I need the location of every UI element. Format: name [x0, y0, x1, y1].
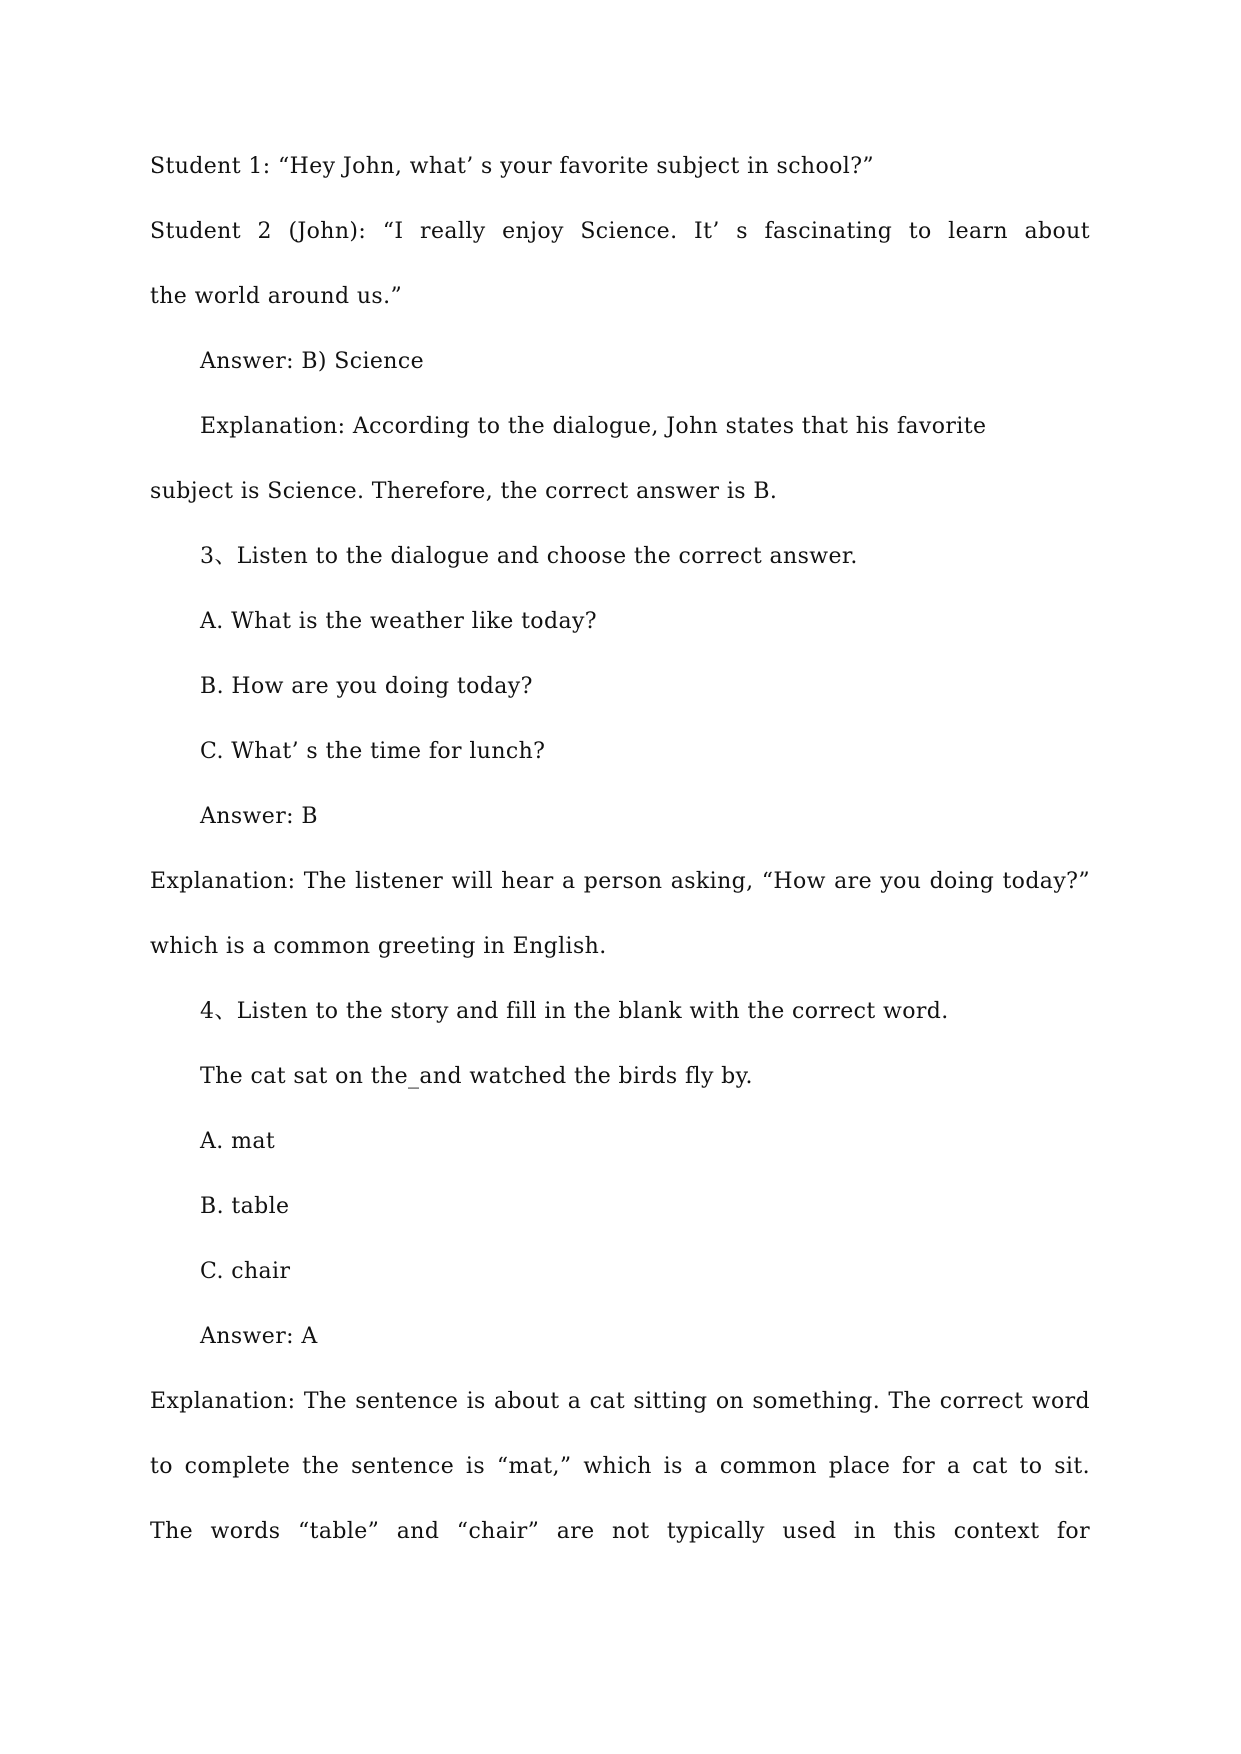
- q4-explanation: Explanation: The sentence is about a cat sitting on something. The correct word: [150, 1389, 1090, 1414]
- q3-explanation: Explanation: The listener will hear a person asking, “How are you doing today?”: [150, 869, 1090, 894]
- q3-prompt: 3、Listen to the dialogue and choose the correct answer.: [200, 544, 858, 569]
- q3-option-a: A. What is the weather like today?: [200, 609, 597, 634]
- q4-option-b: B. table: [200, 1194, 290, 1219]
- dialogue-student-1: Student 1: “Hey John, what’ s your favorite subject in school?”: [150, 154, 875, 179]
- q3-option-c: C. What’ s the time for lunch?: [200, 739, 546, 764]
- dialogue-student-2: Student 2 (John): “I really enjoy Science. It’ s fascinating to learn about: [150, 219, 1090, 244]
- q3-answer: Answer: B: [200, 804, 318, 829]
- q3-explanation-cont: which is a common greeting in English.: [150, 934, 607, 959]
- q4-sentence: The cat sat on the_and watched the birds fly by.: [200, 1064, 753, 1089]
- q4-explanation-cont-2: The words “table” and “chair” are not typically used in this context for: [150, 1519, 1090, 1544]
- q4-answer: Answer: A: [200, 1324, 318, 1349]
- q4-option-c: C. chair: [200, 1259, 291, 1284]
- q4-prompt: 4、Listen to the story and fill in the blank with the correct word.: [200, 999, 949, 1024]
- q2-answer: Answer: B) Science: [200, 349, 425, 374]
- q2-explanation: Explanation: According to the dialogue, John states that his favorite: [200, 414, 987, 439]
- q4-explanation-cont-1: to complete the sentence is “mat,” which is a common place for a cat to sit.: [150, 1454, 1090, 1479]
- dialogue-student-2-cont: the world around us.”: [150, 284, 403, 309]
- q3-option-b: B. How are you doing today?: [200, 674, 533, 699]
- q4-option-a: A. mat: [200, 1129, 276, 1154]
- q2-explanation-cont: subject is Science. Therefore, the correct answer is B.: [150, 479, 778, 504]
